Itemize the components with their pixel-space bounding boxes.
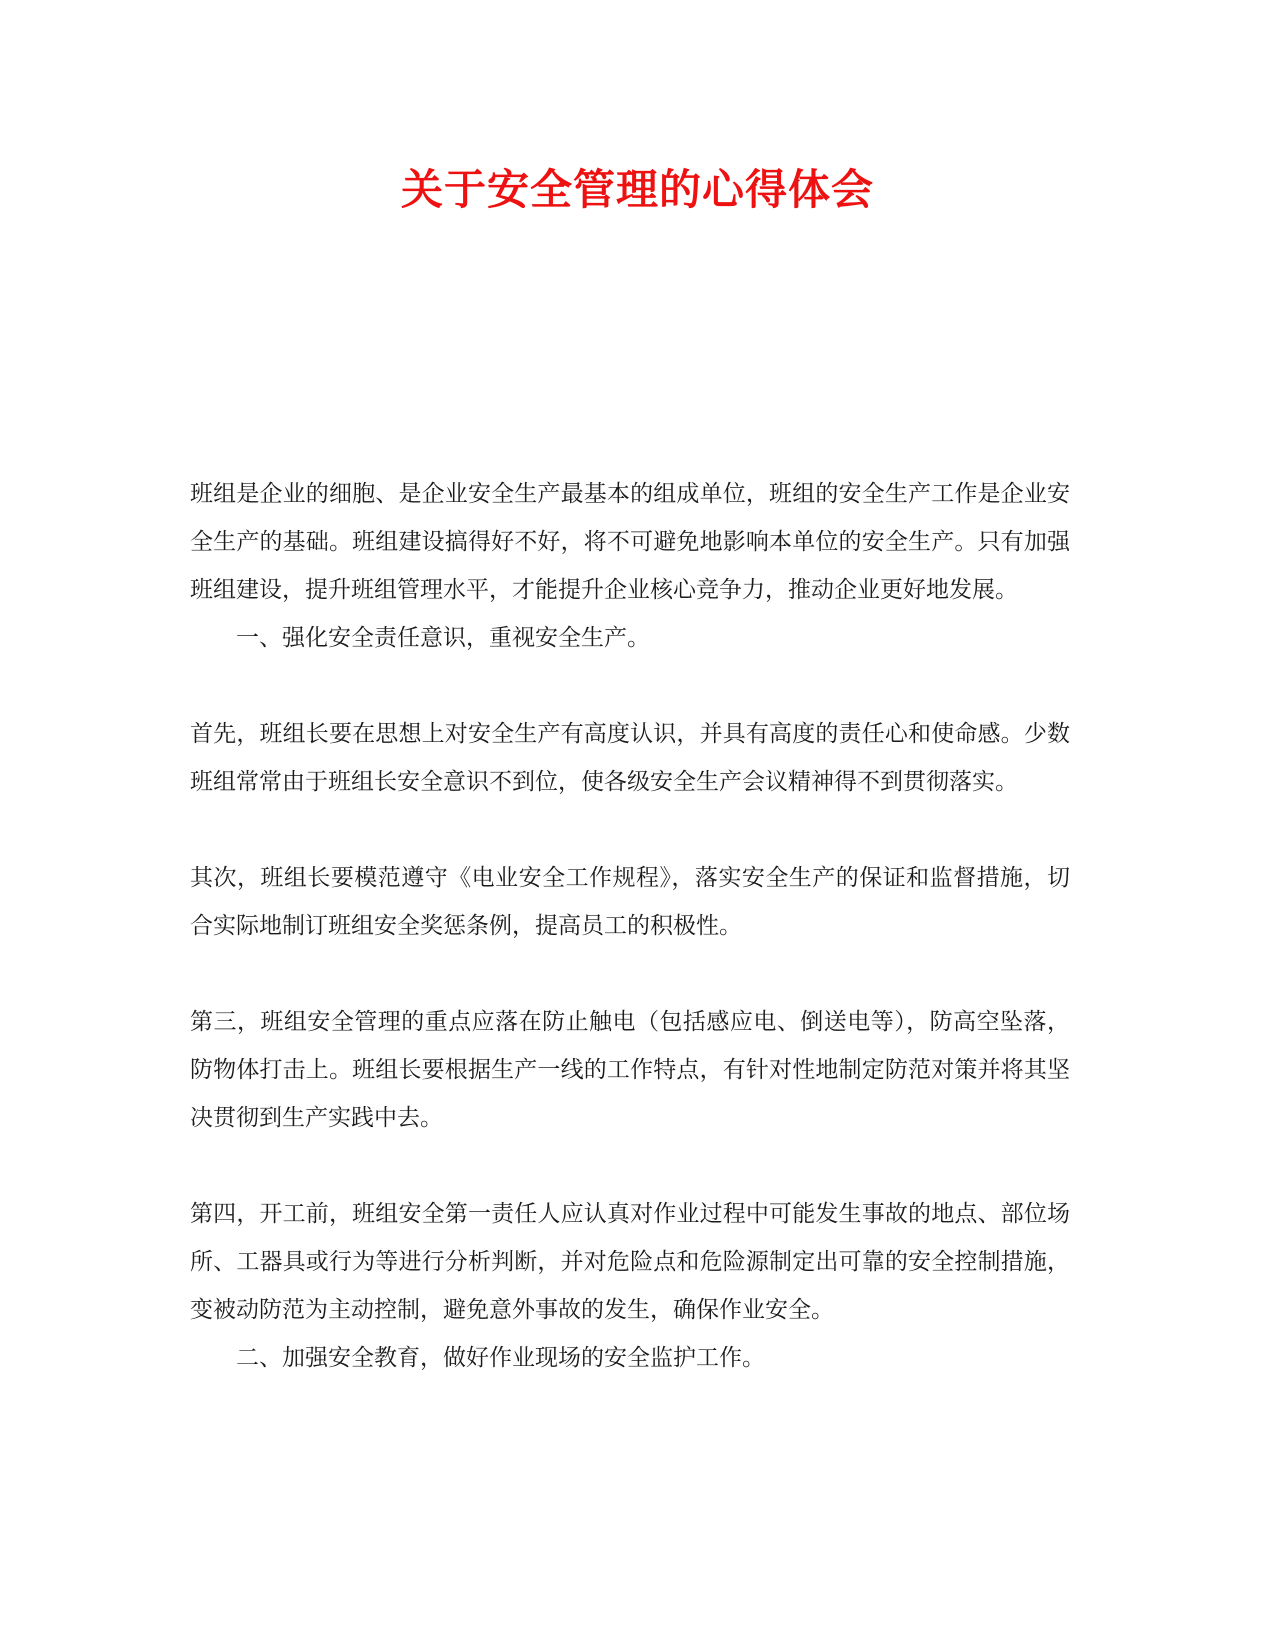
paragraph-first: 首先，班组长要在思想上对安全生产有高度认识，并具有高度的责任心和使命感。少数班组常常由于班组长安全意识不到位，使各级安全生产会议精神得不到贯彻落实。 bbox=[190, 721, 1070, 795]
document-body bbox=[190, 470, 1070, 1382]
paragraph-second: 其次，班组长要模范遵守《电业安全工作规程》，落实安全生产的保证和监督措施，切合实际地制订班组安全奖惩条例，提高员工的积极性。 bbox=[190, 865, 1070, 939]
paragraph-spacer bbox=[190, 662, 1070, 710]
paragraph-fourth: 第四，开工前，班组安全第一责任人应认真对作业过程中可能发生事故的地点、部位场所、工器具或行为等进行分析判断，并对危险点和危险源制定出可靠的安全控制措施，变被动防范为主动控制，避免意外事故的发生，确保作业安全。 bbox=[190, 1201, 1070, 1323]
paragraph-spacer bbox=[190, 1142, 1070, 1190]
paragraph-spacer bbox=[190, 806, 1070, 854]
document-title: 关于安全管理的心得体会 bbox=[400, 165, 874, 214]
paragraph-third: 第三，班组安全管理的重点应落在防止触电（包括感应电、倒送电等），防高空坠落，防物体打击上。班组长要根据生产一线的工作特点，有针对性地制定防范对策并将其坚决贯彻到生产实践中去。 bbox=[190, 1009, 1070, 1131]
paragraph-intro: 班组是企业的细胞、是企业安全生产最基本的组成单位，班组的安全生产工作是企业安全生产的基础。班组建设搞得好不好，将不可避免地影响本单位的安全生产。只有加强班组建设，提升班组管理水平，才能提升企业核心竞争力，推动企业更好地发展。 bbox=[190, 481, 1070, 603]
paragraph-spacer bbox=[190, 950, 1070, 998]
section-heading-1: 一、强化安全责任意识，重视安全生产。 bbox=[236, 625, 650, 651]
section-heading-2: 二、加强安全教育，做好作业现场的安全监护工作。 bbox=[236, 1345, 765, 1371]
